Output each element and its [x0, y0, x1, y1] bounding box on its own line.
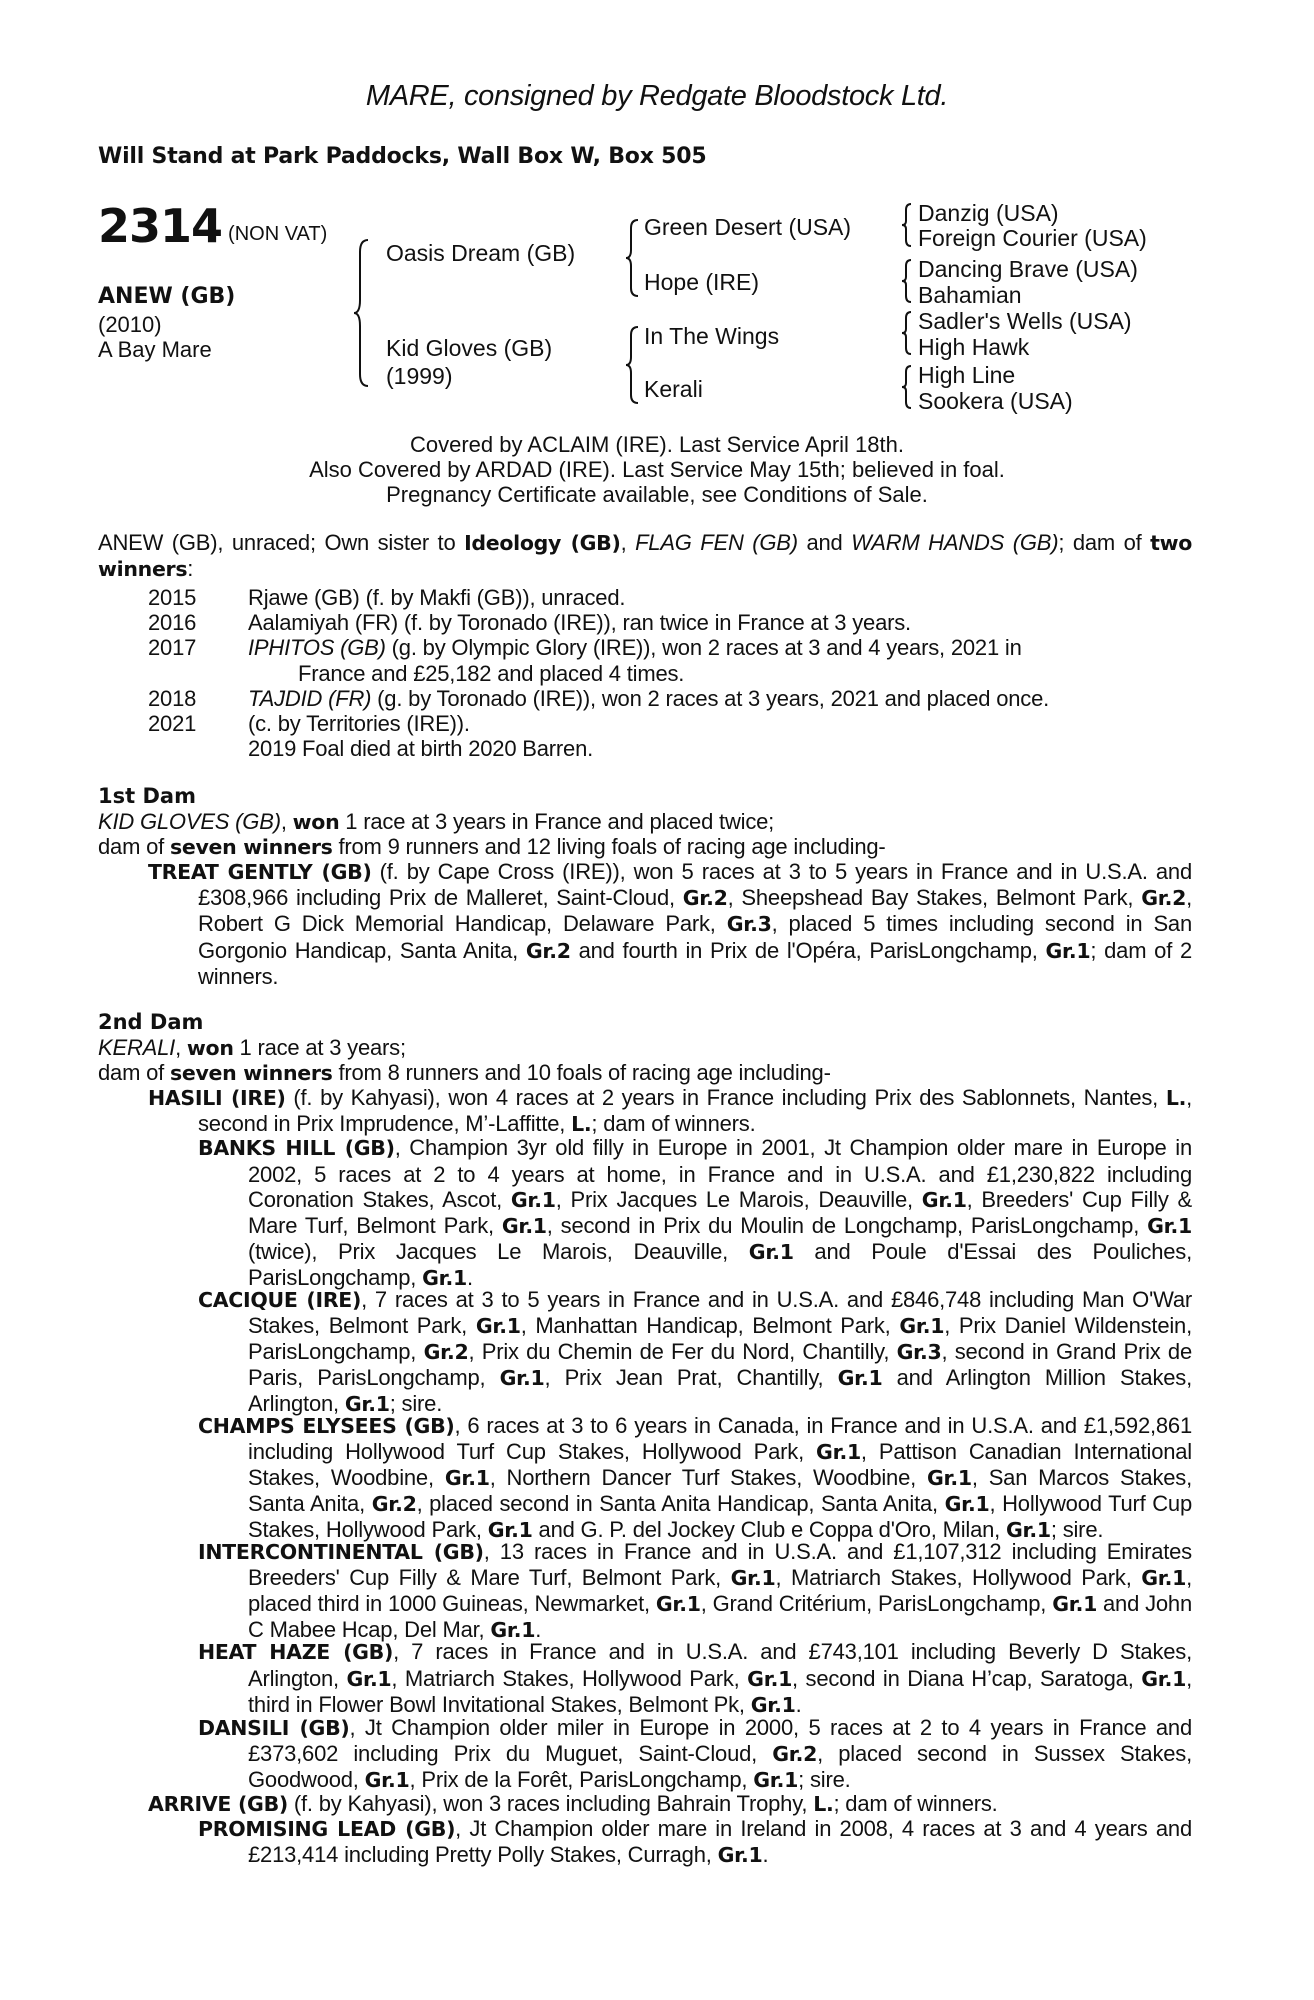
bold-text: two winners [98, 531, 1193, 582]
bold-text: L. [1165, 1086, 1187, 1110]
vat-status: (NON VAT) [228, 223, 328, 245]
consignor-heading: MARE, consigned by Redgate Bloodstock Ltd. [365, 80, 949, 112]
text-run: , Matriarch Stakes, Hollywood Park, [391, 1665, 748, 1691]
text-run: Aalamiyah (FR) (f. by Toronado (IRE)), ran twice in France at 3 years. [248, 610, 911, 636]
text-run: , Jt Champion older mare in Ireland in 2008, 4 races at 3 and 4 years and £213,414 including Pretty Polly Stakes, Curragh, [248, 1815, 1193, 1867]
bold-text: Gr.1 [1147, 1214, 1192, 1238]
text-run: , Prix Jean Prat, Chantilly, [544, 1365, 838, 1391]
bold-text: TREAT GENTLY (GB) [148, 860, 372, 884]
produce-description [248, 711, 1192, 736]
bold-text: Gr.1 [346, 1666, 392, 1691]
first-dam-line-2 [98, 834, 1192, 860]
bold-text: Ideology (GB) [464, 531, 621, 555]
text-run: , [280, 809, 293, 834]
text-run: , Prix Jacques Le Marois, Deauville, [555, 1186, 922, 1212]
bold-text: L. [813, 1791, 834, 1816]
text-run: , Prix de la Forêt, ParisLongchamp, [409, 1767, 754, 1793]
text-run: 1 race at 3 years in France and placed twice; [339, 809, 775, 834]
bold-text: Gr.1 [816, 1439, 861, 1464]
produce-entry [198, 1412, 1193, 1544]
produce-entry [198, 1815, 1193, 1868]
bold-text: CHAMPS ELYSEES (GB) [198, 1413, 455, 1438]
text-run: and Poule d'Essai des Pouliches, ParisLongchamp, [248, 1239, 1192, 1291]
bold-text: ARRIVE (GB) [148, 1791, 288, 1816]
bold-text: Gr.1 [655, 1592, 701, 1616]
italic-text: KERALI [98, 1035, 176, 1060]
bold-text: Gr.2 [525, 938, 571, 963]
bold-text: Gr.1 [422, 1266, 467, 1291]
text-run: , placed 5 times including second in San Gorgonio Handicap, Santa Anita, [198, 911, 1192, 963]
lot-number: 2314 [98, 199, 223, 253]
text-run: , placed third in 1000 Guineas, Newmarket, [248, 1564, 1192, 1616]
text-run: , second in Grand Prix de Paris, ParisLongchamp, [248, 1339, 1192, 1391]
text-run: from 8 runners and 10 foals of racing age including- [332, 1060, 831, 1085]
text-run: , placed second in Sussex Stakes, Goodwood, [248, 1741, 1193, 1793]
bold-text: Gr.1 [753, 1768, 799, 1793]
produce-entry [148, 1790, 1192, 1817]
pedigree-gen3-8: Sookera (USA) [918, 388, 1073, 414]
text-run: , Grand Critérium, ParisLongchamp, [700, 1591, 1053, 1616]
pedigree-dam-sire: In The Wings [644, 323, 780, 349]
bold-text: Gr.1 [921, 1187, 967, 1212]
bold-text: PROMISING LEAD (GB) [198, 1816, 456, 1841]
pedigree-sire: Oasis Dream (GB) [386, 240, 576, 266]
bold-text: Gr.1 [1045, 938, 1091, 963]
text-run: (g. by Olympic Glory (IRE)), won 2 races at 3 and 4 years, 2021 in [385, 635, 1022, 661]
text-run: ANEW (GB), unraced; Own sister to [98, 530, 465, 555]
text-run: , Sheepshead Bay Stakes, Belmont Park, [727, 885, 1142, 911]
text-run: (twice), Prix Jacques Le Marois, Deauville, [248, 1239, 749, 1265]
pedigree-sire-sire: Green Desert (USA) [644, 214, 852, 240]
text-run: , Champion 3yr old filly in Europe in 2001, Jt Champion older mare in Europe in 2002, 5 races at 2 to 4 years at home, in France and in U.S.A. and £1,230,822 including Coronation Stakes, Ascot, [248, 1135, 1192, 1212]
second-dam-heading: 2nd Dam [98, 1010, 204, 1034]
produce-entry [198, 1286, 1192, 1418]
produce-year: 2015 [148, 585, 197, 610]
text-run: , Hollywood Turf Cup Stakes, Hollywood Park, [248, 1491, 1192, 1543]
produce-description [248, 635, 1192, 685]
second-dam-line-1 [98, 1035, 1192, 1061]
bold-text: Gr.1 [1006, 1518, 1051, 1543]
covering-line-3: Pregnancy Certificate available, see Conditions of Sale. [386, 482, 928, 507]
text-run: , Northern Dancer Turf Stakes, Woodbine, [489, 1465, 927, 1490]
produce-description [248, 686, 1192, 711]
bold-text: Gr.2 [772, 1742, 818, 1767]
text-run: , Prix Daniel Wildenstein, ParisLongchamp, [248, 1312, 1192, 1364]
horse-name: ANEW (GB) [98, 284, 236, 309]
pedigree-gen3-5: Sadler's Wells (USA) [918, 308, 1132, 334]
pedigree-dam: Kid Gloves (GB) [386, 335, 553, 361]
text-run: , Prix du Chemin de Fer du Nord, Chantilly, [468, 1339, 897, 1364]
bold-text: Gr.2 [682, 886, 728, 911]
text-run: and fourth in Prix de l'Opéra, ParisLongchamp, [570, 937, 1046, 963]
bold-text: Gr.1 [501, 1214, 547, 1238]
covering-line-1: Covered by ACLAIM (IRE). Last Service April 18th. [410, 432, 904, 457]
pedigree-brace-gen3-3 [900, 310, 914, 356]
produce-year: 2017 [148, 635, 197, 661]
text-run: , [620, 530, 636, 555]
italic-text: KID GLOVES (GB) [98, 809, 281, 834]
text-run: . [467, 1265, 473, 1291]
pedigree-gen3-4: Bahamian [918, 282, 1022, 308]
bold-text: Gr.1 [837, 1366, 883, 1391]
text-run: ; sire. [1050, 1517, 1104, 1543]
bold-text: Gr.1 [1141, 1565, 1187, 1590]
text-run: , 6 races at 3 to 6 years in Canada, in France and in U.S.A. and £1,592,861 including Hollywood Turf Cup Stakes, Hollywood Park, [248, 1412, 1192, 1464]
bold-text: Gr.1 [344, 1392, 390, 1417]
bold-text: Gr.1 [487, 1518, 533, 1543]
text-run: from 9 runners and 12 living foals of racing age including- [332, 834, 886, 859]
bold-text: Gr.1 [750, 1692, 796, 1717]
text-run: ; dam of winners. [833, 1790, 998, 1816]
bold-text: Gr.1 [730, 1565, 776, 1590]
text-run: (f. by Kahyasi), won 3 races including Bahrain Trophy, [287, 1790, 814, 1816]
produce-year: 2016 [148, 610, 197, 636]
text-run: ; dam of [1058, 530, 1151, 555]
text-run: ; sire. [389, 1391, 443, 1417]
horse-description: A Bay Mare [98, 337, 212, 362]
bold-text: Gr.1 [926, 1466, 972, 1490]
bold-text: Gr.1 [499, 1366, 545, 1391]
text-run: and Arlington Million Stakes, Arlington, [248, 1365, 1192, 1417]
text-run: , San Marcos Stakes, Santa Anita, [248, 1465, 1193, 1517]
italic-text: TAJDID (FR) [248, 685, 372, 711]
pedigree-dam-dam: Kerali [644, 376, 703, 402]
text-run: 2019 Foal died at birth 2020 Barren. [248, 736, 594, 762]
text-run: , [175, 1035, 187, 1060]
pedigree-brace-dam [624, 325, 642, 405]
produce-intro [98, 530, 1192, 582]
second-dam-line-2 [98, 1060, 1192, 1086]
bold-text: Gr.1 [717, 1843, 763, 1867]
pedigree-gen3-7: High Line [918, 362, 1016, 388]
bold-text: Gr.1 [747, 1666, 793, 1691]
bold-text: Gr.1 [748, 1240, 794, 1265]
italic-text: WARM HANDS (GB) [851, 530, 1059, 555]
bold-text: Gr.2 [1141, 886, 1187, 911]
text-run: , placed second in Santa Anita Handicap, Santa Anita, [416, 1491, 945, 1517]
pedigree-gen3-6: High Hawk [918, 334, 1030, 360]
text-run: , Jt Champion older miler in Europe in 2000, 5 races at 2 to 4 years in France and £373,602 including Prix du Muguet, Saint-Cloud, [248, 1715, 1192, 1767]
pedigree-gen3-2: Foreign Courier (USA) [918, 225, 1147, 251]
text-run: (g. by Toronado (IRE)), won 2 races at 3 years, 2021 and placed once. [371, 685, 1050, 711]
bold-text: Gr.1 [1141, 1666, 1187, 1691]
bold-text: INTERCONTINENTAL (GB) [198, 1539, 484, 1564]
bold-text: Gr.1 [475, 1313, 521, 1338]
text-run: ; sire. [798, 1767, 851, 1793]
produce-continuation: France and £25,182 and placed 4 times. [298, 660, 685, 686]
bold-text: Gr.1 [944, 1492, 990, 1517]
bold-text: Gr.1 [490, 1618, 536, 1643]
bold-text: HEAT HAZE (GB) [198, 1640, 394, 1665]
produce-entry [198, 1135, 1192, 1291]
text-run: , 13 races in France and in U.S.A. and £1,107,312 including Emirates Breeders' Cup Filly & Mare Turf, Belmont Park, [248, 1538, 1192, 1590]
horse-year: (2010) [98, 312, 162, 337]
bold-text: won [292, 810, 340, 834]
produce-entry [198, 1538, 1192, 1644]
text-run: , 7 races in France and in U.S.A. and £743,101 including Beverly D Stakes, Arlington, [248, 1639, 1192, 1691]
bold-text: L. [571, 1112, 592, 1137]
stand-location: Will Stand at Park Paddocks, Wall Box W, Box 505 [98, 144, 707, 169]
text-run: , Pattison Canadian International Stakes, Woodbine, [248, 1438, 1192, 1490]
italic-text: FLAG FEN (GB) [635, 530, 798, 555]
text-run: and John C Mabee Hcap, Del Mar, [248, 1591, 1192, 1643]
produce-description [248, 610, 1192, 635]
text-run: dam of [98, 834, 170, 859]
bold-text: Gr.3 [896, 1340, 942, 1364]
bold-text: Gr.2 [371, 1492, 417, 1517]
produce-entry [148, 859, 1193, 989]
produce-description [248, 736, 1192, 761]
bold-text: Gr.1 [510, 1187, 556, 1212]
text-run: and G. P. del Jockey Club e Coppa d'Oro, Milan, [532, 1517, 1006, 1543]
text-run: : [187, 556, 194, 582]
first-dam-heading: 1st Dam [98, 784, 196, 808]
text-run: . [535, 1617, 542, 1643]
text-run: , Robert G Dick Memorial Handicap, Delaware Park, [198, 885, 1193, 937]
produce-year: 2021 [148, 711, 197, 736]
bold-text: DANSILI (GB) [198, 1716, 350, 1740]
text-run: , second in Prix du Moulin de Longchamp, ParisLongchamp, [546, 1213, 1148, 1238]
bold-text: Gr.2 [423, 1340, 469, 1364]
text-run: dam of [98, 1060, 170, 1085]
text-run: . [795, 1691, 802, 1717]
text-run: , second in Prix Imprudence, M’-Laffitte, [198, 1085, 1193, 1137]
bold-text: Gr.3 [726, 912, 772, 937]
text-run: , 7 races at 3 to 5 years in France and in U.S.A. and £846,748 including Man O'War Stakes, Belmont Park, [248, 1286, 1192, 1338]
text-run: (f. by Kahyasi), won 4 races at 2 years in France including Prix des Sablonnets, Nantes, [285, 1085, 1166, 1110]
text-run: 1 race at 3 years; [233, 1035, 406, 1060]
bold-text: Gr.1 [899, 1313, 945, 1338]
pedigree-dam-year: (1999) [386, 363, 453, 389]
text-run: and [797, 530, 852, 555]
covering-line-2: Also Covered by ARDAD (IRE). Last Service May 15th; believed in foal. [309, 457, 1005, 482]
text-run: ; dam of winners. [591, 1111, 756, 1137]
pedigree-gen3-1: Danzig (USA) [918, 200, 1059, 226]
text-run: ; dam of 2 winners. [198, 937, 1192, 989]
text-run: Rjawe (GB) (f. by Makfi (GB)), unraced. [248, 585, 626, 610]
pedigree-brace-gen3-4 [900, 364, 914, 410]
pedigree-gen3-3: Dancing Brave (USA) [918, 256, 1138, 282]
pedigree-brace-gen1 [352, 238, 374, 388]
text-run: (f. by Cape Cross (IRE)), won 5 races at 3 to 5 years in France and in U.S.A. and £308,966 including Prix de Malleret, Saint-Cloud, [198, 859, 1192, 911]
produce-entry [198, 1639, 1192, 1718]
first-dam-line-1 [98, 809, 1192, 835]
text-run: . [762, 1842, 769, 1867]
bold-text: HASILI (IRE) [148, 1086, 286, 1110]
text-run: , Matriarch Stakes, Hollywood Park, [775, 1564, 1142, 1590]
pedigree-brace-sire [624, 218, 642, 298]
pedigree-sire-dam: Hope (IRE) [644, 269, 760, 295]
bold-text: BANKS HILL (GB) [198, 1136, 395, 1161]
text-run: (c. by Territories (IRE)). [248, 711, 470, 736]
bold-text: Gr.1 [364, 1768, 410, 1793]
bold-text: CACIQUE (IRE) [198, 1287, 362, 1312]
italic-text: IPHITOS (GB) [248, 635, 386, 661]
produce-description [248, 585, 1192, 610]
text-run: , Manhattan Handicap, Belmont Park, [520, 1312, 900, 1338]
lot-header [98, 200, 327, 252]
bold-text: seven winners [169, 835, 333, 859]
bold-text: won [186, 1036, 234, 1060]
text-run: , Breeders' Cup Filly & Mare Turf, Belmont Park, [248, 1186, 1192, 1238]
produce-entry [198, 1715, 1193, 1794]
text-run: , third in Flower Bowl Invitational Stakes, Belmont Pk, [248, 1665, 1192, 1717]
bold-text: Gr.1 [1052, 1592, 1098, 1616]
bold-text: Gr.1 [444, 1466, 490, 1490]
produce-year: 2018 [148, 685, 197, 711]
produce-entry [148, 1085, 1193, 1137]
bold-text: seven winners [169, 1061, 333, 1085]
pedigree-brace-gen3-1 [900, 202, 914, 248]
pedigree-brace-gen3-2 [900, 258, 914, 304]
text-run: , second in Diana H’cap, Saratoga, [792, 1665, 1142, 1691]
